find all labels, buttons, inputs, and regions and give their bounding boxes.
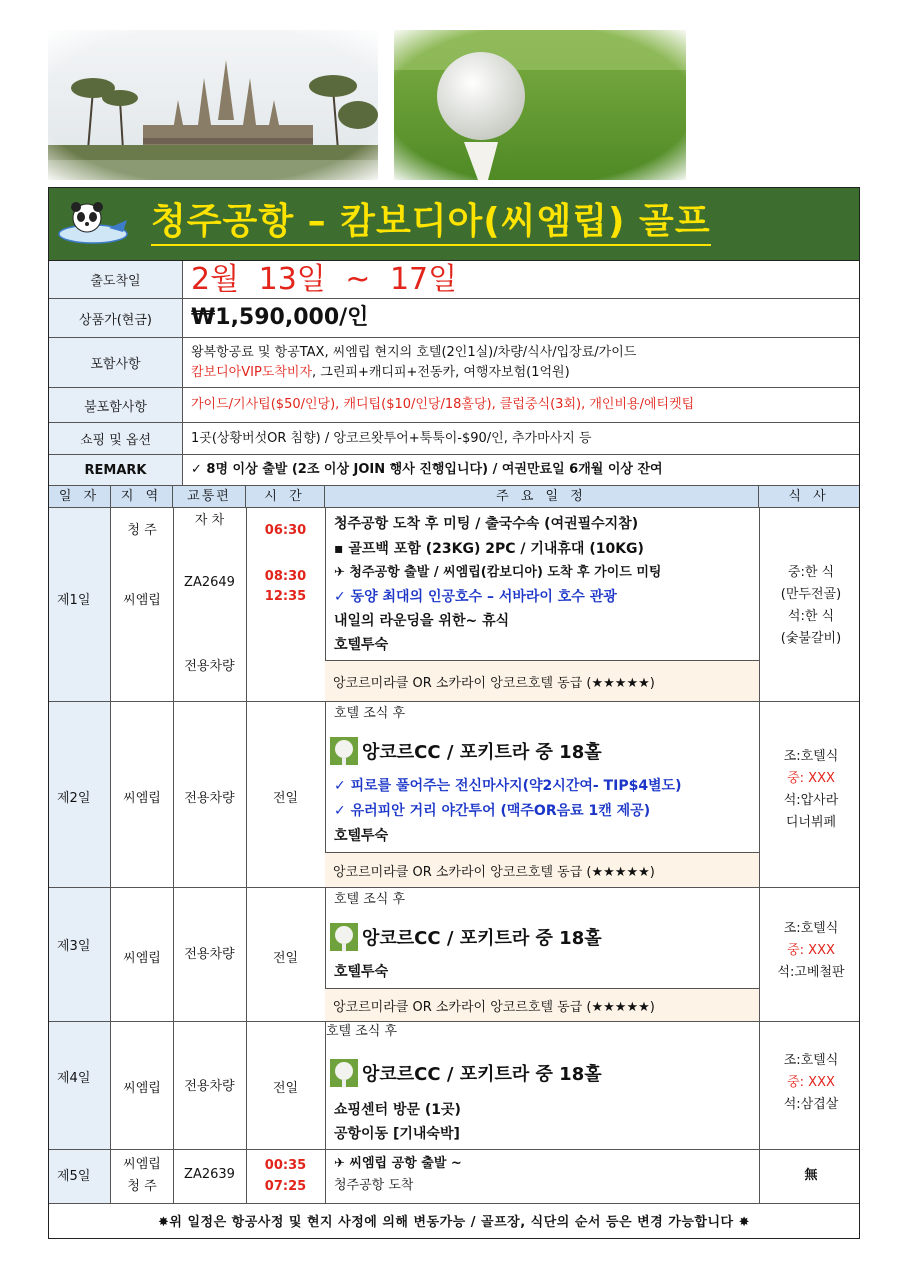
remark-label: REMARK (49, 455, 183, 485)
day-3-transport: 전용차량 (184, 947, 235, 962)
excluded-label: 불포함사항 (49, 388, 183, 422)
remark-row (49, 455, 859, 486)
day-4-schedule-2: 공항이동 [기내숙박] (334, 1126, 460, 1142)
departure-row (49, 261, 859, 299)
day-4-golf: 앙코르CC / 포키트라 중 18홀 (330, 1058, 602, 1088)
day-1-transport-2: ZA2649 (184, 575, 235, 590)
shopping-label: 쇼핑 및 옵션 (49, 423, 183, 454)
included-label: 포함사항 (49, 338, 183, 387)
shopping-row (49, 423, 859, 455)
schedule-header (49, 486, 859, 508)
price-value: ₩1,590,000/인 (191, 305, 369, 330)
header-meal: 식 사 (788, 489, 830, 504)
day-4-time: 전일 (272, 1081, 299, 1096)
day-3-schedule-top: 호텔 조식 후 (334, 892, 406, 907)
included-visa: 캄보디아VIP도착비자 (191, 364, 313, 380)
day-5-region-2: 청 주 (127, 1179, 157, 1194)
day-2-label: 제2일 (57, 791, 91, 806)
day-4-schedule-1: 쇼핑센터 방문 (1곳) (334, 1102, 461, 1118)
day-3-time: 전일 (272, 951, 299, 966)
day-3-label: 제3일 (57, 939, 91, 954)
departure-date: 2월 13일 ~ 17일 (191, 261, 458, 297)
day-5-label: 제5일 (57, 1169, 91, 1184)
day-1-schedule-6: 호텔투숙 (334, 637, 389, 653)
day-5-time-1: 00:35 (264, 1158, 307, 1173)
day-5-schedule-2: 청주공항 도착 (334, 1178, 414, 1193)
day-1-schedule-5: 내일의 라운딩을 위한~ 휴식 (334, 613, 510, 629)
day-4-schedule-top: 호텔 조식 후 (326, 1024, 398, 1039)
day-2-schedule-top: 호텔 조식 후 (334, 706, 406, 721)
day-1-transport-1: 자 차 (194, 513, 225, 528)
angkor-wat-photo (48, 30, 378, 180)
day-1-schedule-3: ✈ 청주공항 출발 / 씨엠립(캄보디아) 도착 후 가이드 미팅 (334, 565, 662, 580)
header-region: 지 역 (111, 486, 173, 507)
day-5-region-1: 씨엠립 (123, 1157, 161, 1172)
golf-ball-icon (330, 923, 358, 951)
day-2-meals: 조:호텔식 중: XXX 석:압사라 디너뷔페 (783, 749, 839, 830)
day-3-golf: 앙코르CC / 포키트라 중 18홀 (330, 922, 602, 952)
day-5-time-2: 07:25 (264, 1179, 307, 1194)
day-1-schedule-2: ▪ 골프백 포함 (23KG) 2PC / 기내휴대 (10KG) (334, 541, 644, 557)
day-4-meals: 조:호텔식 중: XXX 석:삼겹살 (783, 1053, 839, 1112)
day-3-schedule-1: 호텔투숙 (334, 964, 389, 980)
excluded-row (49, 388, 859, 423)
itinerary-sheet (48, 187, 860, 1239)
excluded-value: 가이드/기사팁($50/인당), 캐디팁($10/인당/18홀당), 클럽중식(3회), 개인비용/에티켓팁 (191, 397, 695, 412)
day-1-label: 제1일 (57, 593, 91, 608)
day-1-row (49, 508, 859, 702)
header-transport: 교통편 (173, 486, 246, 507)
remark-value: ✓ 8명 이상 출발 (2조 이상 JOIN 행사 진행입니다) / 여권만료일 6개월 이상 잔여 (191, 462, 663, 477)
day-3-meals: 조:호텔식 중: XXX 석:고베철판 (777, 921, 845, 980)
day-1-region-1: 청 주 (127, 523, 157, 538)
day-2-schedule-1: ✓ 피로를 풀어주는 전신마사지(약2시간여- TIP$4별도) (334, 778, 682, 794)
price-row (49, 299, 859, 338)
day-2-transport: 전용차량 (184, 791, 235, 806)
footer-note: ✸위 일정은 항공사정 및 현지 사정에 의해 변동가능 / 골프장, 식단의 순서 등은 변경 가능합니다 ✸ (157, 1214, 750, 1230)
day-5-meals: 無 (804, 1168, 818, 1183)
included-row (49, 338, 859, 388)
day-2-time: 전일 (272, 791, 299, 806)
day-2-region: 씨엠립 (123, 791, 161, 806)
day-1-time-3: 12:35 (264, 589, 307, 604)
header-day: 일 자 (49, 486, 111, 507)
day-1-meals: 중:한 식 (만두전골) 석:한 식 (숯불갈비) (780, 565, 842, 646)
day-1-schedule-4: ✓ 동양 최대의 인공호수 – 서바라이 호수 관광 (334, 589, 617, 605)
title-bar (49, 188, 859, 261)
day-1-time-2: 08:30 (264, 569, 307, 584)
panda-airplane-icon (57, 198, 129, 252)
day-3-row (49, 888, 859, 1022)
included-line-2: , 그린피+캐디피+전동카, 여행자보험(1억원) (312, 364, 570, 380)
day-4-transport: 전용차량 (184, 1079, 235, 1094)
day-5-transport: ZA2639 (184, 1167, 235, 1182)
day-4-label: 제4일 (57, 1071, 91, 1086)
included-line-1: 왕복항공료 및 항공TAX, 씨엠립 현지의 호텔(2인1실)/차량/식사/입장료/가이드 (191, 344, 637, 360)
day-4-row (49, 1022, 859, 1150)
day-5-schedule-1: ✈ 씨엠립 공항 출발 ~ (334, 1156, 462, 1171)
day-1-transport-3: 전용차량 (184, 659, 235, 674)
header-time: 시 간 (246, 486, 325, 507)
day-5-row (49, 1150, 859, 1204)
shopping-value: 1곳(상황버섯OR 침향) / 앙코르왓투어+툭툭이-$90/인, 추가마사지 등 (191, 430, 592, 446)
day-2-row (49, 702, 859, 888)
day-1-region-2: 씨엠립 (123, 593, 161, 608)
day-3-region: 씨엠립 (123, 951, 161, 966)
day-1-time-1: 06:30 (264, 523, 307, 538)
page-title: 청주공항 – 캄보디아(씨엠립) 골프 (151, 200, 711, 246)
day-4-region: 씨엠립 (123, 1081, 161, 1096)
golf-ball-photo (394, 30, 686, 180)
day-1-schedule-1: 청주공항 도착 후 미팅 / 출국수속 (여권필수지참) (334, 516, 639, 532)
day-2-hotel: 앙코르미라클 OR 소카라이 앙코르호텔 동급 (★★★★★) (325, 852, 759, 887)
day-3-hotel: 앙코르미라클 OR 소카라이 앙코르호텔 동급 (★★★★★) (325, 988, 759, 1021)
day-2-golf: 앙코르CC / 포키트라 중 18홀 (330, 736, 602, 766)
day-2-schedule-3: 호텔투숙 (334, 828, 389, 844)
header-schedule: 주 요 일 정 (325, 486, 759, 507)
departure-label: 출도착일 (49, 261, 183, 298)
price-label: 상품가(현금) (49, 299, 183, 337)
golf-ball-icon (330, 1059, 358, 1087)
day-2-schedule-2: ✓ 유러피안 거리 야간투어 (맥주OR음료 1캔 제공) (334, 803, 651, 819)
golf-ball-icon (330, 737, 358, 765)
day-1-hotel: 앙코르미라클 OR 소카라이 앙코르호텔 동급 (★★★★★) (325, 660, 759, 701)
